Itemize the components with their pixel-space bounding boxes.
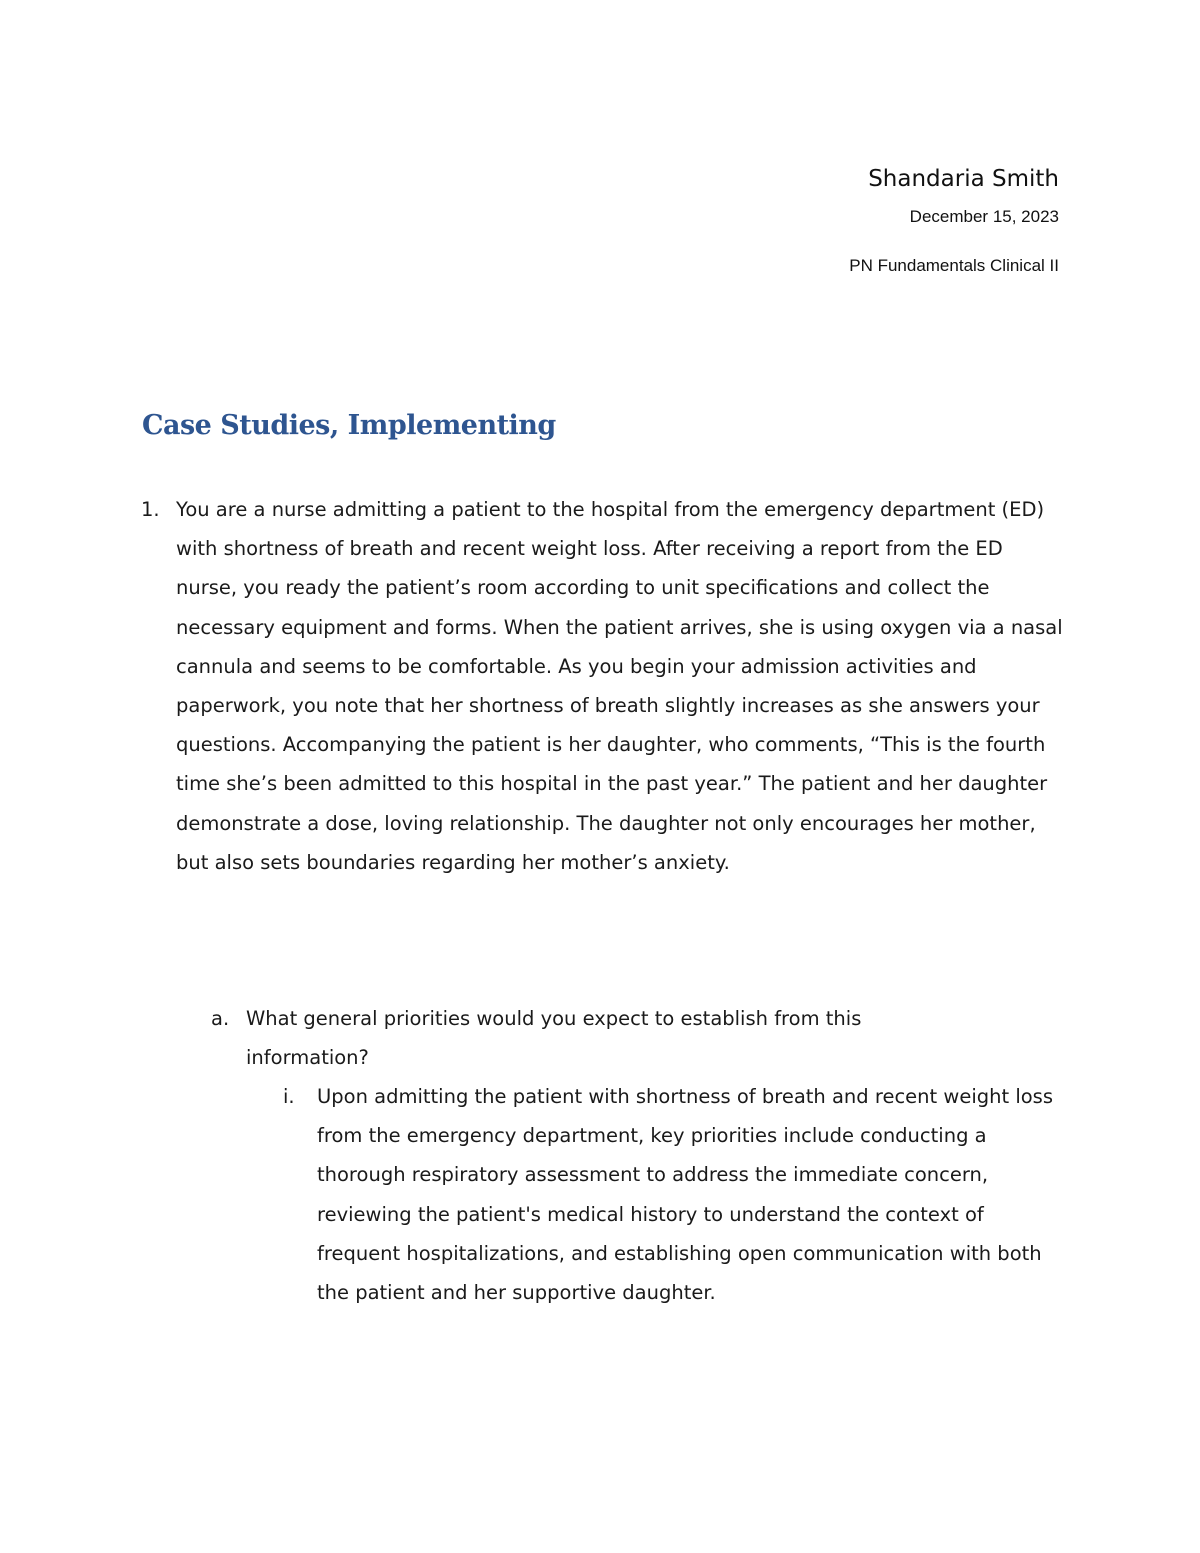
question-item: [141, 490, 1066, 882]
course-name: PN Fundamentals Clinical II: [849, 256, 1059, 275]
author-name: Shandaria Smith: [868, 166, 1059, 192]
subquestion-marker: a.: [211, 1007, 230, 1030]
question-number: 1.: [141, 498, 160, 521]
answer-marker: i.: [283, 1085, 295, 1108]
subquestion-text: What general priorities would you expect to establish from this information?: [246, 1007, 862, 1070]
document-header: [849, 163, 1059, 278]
document-title: Case Studies, Implementing: [142, 410, 556, 441]
answer-text: Upon admitting the patient with shortness of breath and recent weight loss from the emergency department, key priorities include conducting a thorough respiratory assessment to address the immediate concern, reviewing the patient's medical history to understand the context of frequent hospitalizations, and establishing open communication with both the patient and her supportive daughter.: [317, 1085, 1053, 1305]
answer-item: [283, 1077, 1058, 1312]
document-date: December 15, 2023: [909, 207, 1059, 226]
subquestion-item: [211, 999, 941, 1077]
question-text: You are a nurse admitting a patient to the hospital from the emergency department (ED) with shortness of breath and recent weight loss. After receiving a report from the ED nurse, you ready the patient’s room according to unit specifications and collect the necessary equipment and forms. When the patient arrives, she is using oxygen via a nasal cannula and seems to be comfortable. As you begin your admission activities and paperwork, you note that her shortness of breath slightly increases as she answers your questions. Accompanying the patient is her daughter, who comments, “This is the fourth time she’s been admitted to this hospital in the past year.” The patient and her daughter demonstrate a dose, loving relationship. The daughter not only encourages her mother, but also sets boundaries regarding her mother’s anxiety.: [176, 498, 1063, 874]
